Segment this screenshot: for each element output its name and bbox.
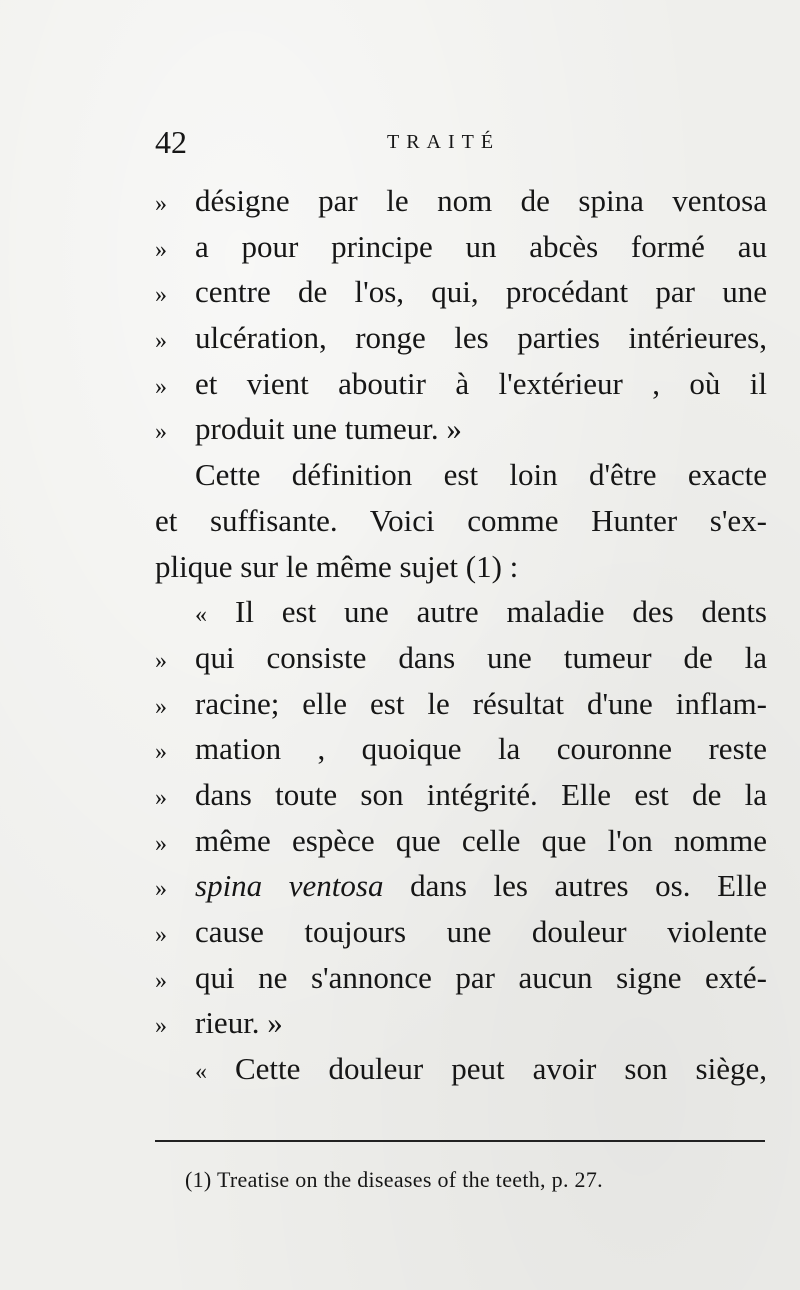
running-head: TRAITÉ bbox=[387, 131, 501, 153]
footnote-rule bbox=[155, 1140, 765, 1142]
text-line: » a pour principe un abcès formé au bbox=[155, 224, 767, 270]
text-line: » racine; elle est le résultat d'une inflam- bbox=[155, 681, 767, 727]
guillemet: » bbox=[155, 784, 167, 811]
guillemet: » bbox=[155, 693, 167, 720]
text-line: » produit une tumeur. » bbox=[155, 406, 767, 452]
guillemet: » bbox=[155, 191, 167, 217]
text-line: » qui ne s'annonce par aucun signe exté- bbox=[155, 955, 767, 1001]
paragraph-first-line: Cette définition est loin d'être exacte bbox=[195, 457, 767, 493]
text-line: » dans toute son intégrité. Elle est de la bbox=[155, 772, 767, 818]
text-line: plique sur le même sujet (1) : bbox=[155, 548, 519, 584]
text-line: » rieur. » bbox=[155, 1000, 767, 1046]
text-line: » centre de l'os, qui, procédant par une bbox=[155, 269, 767, 315]
text-line: » mation , quoique la couronne reste bbox=[155, 726, 767, 772]
text-line: » spina ventosa dans les autres os. Elle bbox=[155, 863, 767, 909]
quote-first-line: « Il est une autre maladie des dents bbox=[155, 589, 767, 635]
guillemet: » bbox=[155, 967, 167, 994]
guillemet: » bbox=[155, 236, 167, 263]
guillemet: » bbox=[155, 1013, 167, 1040]
guillemet: » bbox=[155, 739, 167, 766]
text-line: » même espèce que celle que l'on nomme bbox=[155, 818, 767, 864]
text-line: » désigne par le nom de spina ventosa bbox=[155, 178, 767, 224]
guillemet: « bbox=[195, 1059, 207, 1086]
guillemet: » bbox=[155, 830, 167, 857]
page-header bbox=[155, 122, 765, 162]
text-line: » et vient aboutir à l'extérieur , où il bbox=[155, 361, 767, 407]
footnote: (1) Treatise on the diseases of the teeth, p. 27. bbox=[185, 1167, 603, 1192]
text-line: » cause toujours une douleur violente bbox=[155, 909, 767, 955]
text-line: et suffisante. Voici comme Hunter s'ex- bbox=[155, 502, 767, 538]
quote-first-line: « Cette douleur peut avoir son siège, bbox=[155, 1046, 767, 1092]
guillemet: » bbox=[155, 373, 167, 400]
text-line: » qui consiste dans une tumeur de la bbox=[155, 635, 767, 681]
guillemet: » bbox=[155, 282, 167, 309]
guillemet: « bbox=[195, 602, 207, 629]
body-text bbox=[155, 178, 767, 1092]
guillemet: » bbox=[155, 876, 167, 903]
text-line: » ulcération, ronge les parties intérieures, bbox=[155, 315, 767, 361]
guillemet: » bbox=[155, 647, 167, 674]
page-number: 42 bbox=[155, 124, 187, 160]
guillemet: » bbox=[155, 419, 167, 446]
guillemet: » bbox=[155, 922, 167, 948]
guillemet: » bbox=[155, 328, 167, 355]
italic-term: spina ventosa bbox=[195, 868, 384, 904]
